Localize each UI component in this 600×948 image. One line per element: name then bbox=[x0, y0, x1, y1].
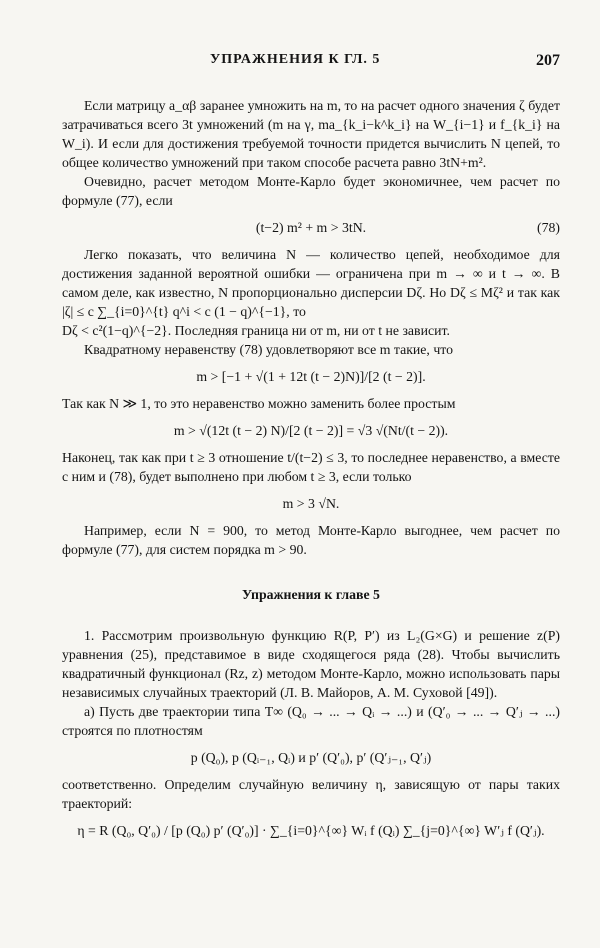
paragraph-5: Квадратному неравенству (78) удовлетворяют все m такие, что bbox=[84, 342, 453, 357]
formula-78-text: (t−2) m² + m > 3tN. bbox=[255, 220, 367, 235]
section-title: Упражнения к главе 5 bbox=[242, 587, 380, 602]
paragraph-4: Dζ < c²(1−q)^{−2}. Последняя граница ни от m, ни от t не зависит. bbox=[62, 323, 450, 338]
formula-6: η = R (Q₀, Q′₀) / [p (Q₀) p′ (Q′₀)] · ∑_{i=0}^{∞} Wᵢ f (Qᵢ) ∑_{j=0}^{∞} W′ⱼ f (Q′ⱼ). bbox=[77, 823, 545, 838]
formula-3: m > √(12t (t − 2) N)/[2 (t − 2)] = √3 √(Nt/(t − 2)). bbox=[173, 423, 449, 438]
paragraph-7: Наконец, так как при t ≥ 3 отношение t/(t−2) ≤ 3, то последнее неравенство, а вместе с ним и (78), будет выполнено при любом t ≥ 3, если только bbox=[62, 450, 560, 484]
paragraph-1: Если матрицу a_αβ заранее умножить на m, то на расчет одного значения ζ будет затрачиваться всего 3t умножений (m на γ, ma_{k_i−k^k_i} на W_{i−1} и f_{k_i} на W_i). И если для достижения требуемой точности придется вычислить N цепей, то общее количество умножений при таком способе расчета равно 3tN+m². bbox=[62, 98, 560, 170]
formula-78-number: (78) bbox=[537, 220, 560, 235]
exercise-1a: а) Пусть две траектории типа T∞ (Q₀ → ... → Qᵢ → ...) и (Q′₀ → ... → Q′ⱼ → ...) строятся по плотностям bbox=[62, 704, 560, 738]
paragraph-3: Легко показать, что величина N — количество цепей, необходимое для достижения заданной вероятной ошибки — ограничена при m → ∞ и t → ∞. В самом деле, как известно, N пропорционально дисперсии Dζ. Но Dζ ≤ Mζ² и так как |ζ| ≤ c ∑_{i=0}^{t} q^i < c (1 − q)^{−1}, то bbox=[62, 247, 560, 319]
formula-4: m > 3 √N. bbox=[282, 496, 340, 511]
running-header bbox=[62, 52, 560, 72]
formula-5: p (Q₀), p (Qᵢ₋₁, Qᵢ) и p′ (Q′₀), p′ (Q′ⱼ₋₁, Q′ⱼ) bbox=[190, 750, 432, 765]
page-number: 207 bbox=[536, 52, 560, 69]
page-body bbox=[62, 96, 560, 848]
paragraph-6: Так как N ≫ 1, то это неравенство можно заменить более простым bbox=[62, 396, 456, 411]
header-title: УПРАЖНЕНИЯ К ГЛ. 5 bbox=[210, 52, 381, 67]
formula-78 bbox=[62, 218, 560, 237]
paragraph-2: Очевидно, расчет методом Монте-Карло будет экономичнее, чем расчет по формуле (77), если bbox=[62, 174, 560, 208]
formula-2: m > [−1 + √(1 + 12t (t − 2)N)]/[2 (t − 2)]. bbox=[196, 369, 426, 384]
exercise-1: 1. Рассмотрим произвольную функцию R(P, P′) из L₂(G×G) и решение z(P) уравнения (25), представимое в виде сходящегося ряда (28). Чтобы вычислить квадратичный функционал (Rz, z) методом Монте-Карло, можно использовать пары независимых случайных траекторий (Л. В. Майоров, А. М. Суховой [49]). bbox=[62, 628, 560, 700]
paragraph-9: соответственно. Определим случайную величину η, зависящую от пары таких траекторий: bbox=[62, 777, 560, 811]
paragraph-8: Например, если N = 900, то метод Монте-Карло выгоднее, чем расчет по формуле (77), для систем порядка m > 90. bbox=[62, 523, 560, 557]
